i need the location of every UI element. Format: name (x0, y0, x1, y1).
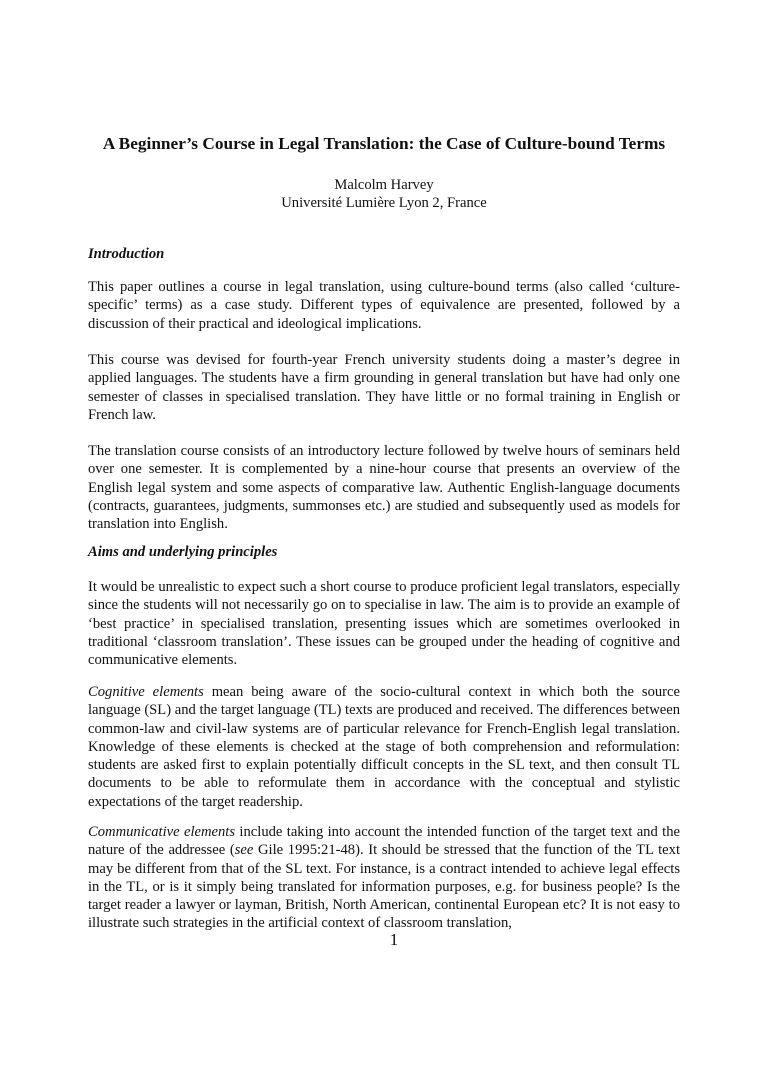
paragraph-intro-3: The translation course consists of an introductory lecture followed by twelve hours of seminars held over one semester. It is complemented by a nine-hour course that presents an overview of the English legal system and some aspects of comparative law. Authentic English-language documents (contracts, guarantees, judgments, summonses etc.) are studied and subsequently used as models for translation into English. (88, 443, 680, 532)
communicative-elements-text-2: Gile 1995:21-48). It should be stressed that the function of the TL text may be different from that of the SL text. For instance, is a contract intended to achieve legal effects in the TL, or is it simply being translated for information purposes, e.g. for business people? Is the target reader a lawyer or layman, British, North American, continental European etc? It is not easy to illustrate such strategies in the artificial context of classroom translation, (88, 842, 681, 932)
author-name: Malcolm Harvey (334, 177, 434, 193)
page-number: 1 (389, 930, 399, 949)
term-communicative-elements: Communicative elements (88, 824, 236, 840)
section-heading-aims: Aims and underlying principles (88, 544, 278, 560)
communicative-elements-text-1: include taking into account the intended function of the target text and the nature of the addressee ( (88, 824, 680, 859)
paragraph-cognitive-elements (88, 683, 680, 811)
see-reference: see (234, 842, 254, 859)
paragraph-aims-1: It would be unrealistic to expect such a short course to produce proficient legal translators, especially since the students will not necessarily go on to specialise in law. The aim is to provide an example of ‘best practice’ in specialised translation, presenting issues which are sometimes overlooked in traditional ‘classroom translation’. These issues can be grouped under the heading of cognitive and communicative elements. (88, 579, 680, 668)
author-affiliation: Université Lumière Lyon 2, France (281, 195, 487, 211)
paper-title: A Beginner’s Course in Legal Translation: the Case of Culture-bound Terms (102, 134, 666, 153)
section-heading-introduction: Introduction (88, 246, 165, 262)
paragraph-intro-1: This paper outlines a course in legal translation, using culture-bound terms (also called ‘culture-specific’ terms) as a case study. Different types of equivalence are presented, followed by a discussion of their practical and ideological implications. (88, 279, 680, 332)
term-cognitive-elements: Cognitive elements (88, 684, 204, 700)
paragraph-intro-2: This course was devised for fourth-year French university students doing a master’s degree in applied languages. The students have a firm grounding in general translation but have had only one semester of classes in specialised translation. They have little or no formal training in English or French law. (88, 352, 680, 423)
paragraph-communicative-elements (88, 823, 680, 933)
cognitive-elements-text: mean being aware of the socio-cultural context in which both the source language (SL) and the target language (TL) texts are produced and received. The differences between common-law and civil-law systems are of particular relevance for French-English legal translation. Knowledge of these elements is checked at the stage of both comprehension and reformulation: students are asked first to explain potentially difficult concepts in the SL text, and then consult TL documents to be able to reformulate them in accordance with the conceptual and stylistic expectations of the target readership. (88, 684, 680, 810)
